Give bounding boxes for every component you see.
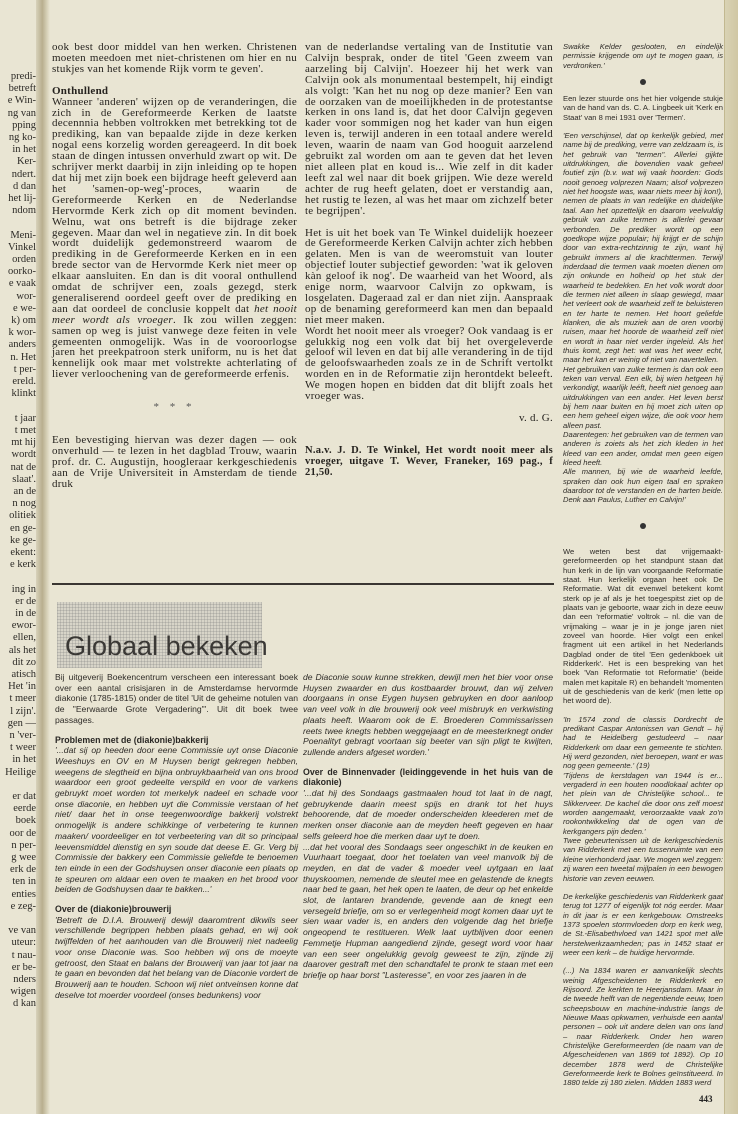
quote-paragraph: (...) Na 1834 waren er aanvankelijk slechts weinig Afgescheidenen te Ridderkerk en Rijsoord. Ze kerkten te Heerjansdam. Maar in de tweede helft van de negentiende eeuw, toen scheepsbouw en machine-industrie langs de Nieuwe Maas opkwamen, verhuisde een aantal personen – ook uit andere delen van ons land – naar Ridderkerk. Onder hen waren Christelijke Gereformeerden (de naam van de Afgescheidenen van 1869 tot 1892). Op 10 december 1878 werd de Christelijke Gereformeerde kerk te Bolnes geïnstitueerd. In 1880 telde zij 180 zielen. Midden 1883 werd — [563, 966, 723, 1088]
subheading: Over de (diakonie)brouwerij — [55, 904, 172, 915]
quote-paragraph: 'In 1574 zond de classis Dordrecht de predikant Caspar Antonissen van Gendt – hij had te Heidelberg gestudeerd – naar Ridderkerk om daar een gemeente te stichten. Hij werd gezonden, niet beroepen, want er was nog geen gemeente.' (19) — [563, 714, 723, 771]
quote-paragraph: Daarentegen: het gebruiken van de termen van anderen is zoiets als het zich kleden in het kleed van een ander, omdat men geen eigen kleed heeft. — [563, 430, 723, 468]
paragraph: Bij uitgeverij Boekencentrum verscheen een interessant boek over een aantal crisisjaren in de Amsterdamse hervormde diakonie (1785-1815) onder de titel 'Uit de geheime notulen van de "Eerwaarde Grote Vergadering"'. Uit dit boek twee passages. — [55, 672, 298, 725]
author-signature: v. d. G. — [519, 412, 553, 424]
book-reference: N.a.v. J. D. Te Winkel, Het wordt nooit meer als vroeger, uitgave T. Wever, Franeker, 169 pag., f 21,50. — [305, 444, 553, 478]
quote-paragraph: 'Betreft de D.I.A. Brouwerij dewijl daaromtrent dikwils seer verschillende begrippen hebben plaats gehad, en wij ook twijffelden of het aanhouden van die Brouwerij niet nadeelig voor onse Diaconie was. Soo hebben wij ons de moeyte getroost, den Staat en balans der Brouwerij van jaar tot jaar na te gaan en bevonden dat het belang van de Diaconie vordert de Brouwerij aan te houden. Schoon wij niet ontveinsen konne dat deselve tot moerder voordeel (onses bedunkens) voor — [55, 914, 298, 1000]
quote-paragraph: Het gebruiken van zulke termen is dan ook een teken van verval. Een elk, bij wien hetgeen hij verkondigt, waarlijk leéft, heeft niet genoeg aan uitdrukkingen van een ander. Het leven berst bij hem naar buiten en hij moet zich uiten op een hem geheel eigen wijze, die ook voor hem alleen past. — [563, 364, 723, 430]
paragraph-text: Wanneer 'anderen' wijzen op de veranderingen, die zich in de Gereformeerde Kerken de laatste decennnia hebben voltrokken met betrekking tot de prediking, kan van bepaalde zijde in deze kerken nogal eens korzelig worden gereageerd. In dit boek staan de dingen intussen onverhuld zwart op wit. De schrijver merkt daarbij in zijn inleiding op te hopen dat hij met zijn boek een bijdrage heeft geleverd aan het 'samen-op-weg'-proces, waarin de Gereformeerde Kerken en de Nederlandse Hervormde Kerk zich op dit moment bevinden. Welnu, wat ons betreft is die bijdrage zeker gegeven. Maar dan wel in negatieve zin. In dit boek wordt duidelijk gedemonstreerd waarom de prediking in de Gereformeerde Kerken en in een brede sector van de Hervormde Kerk niet meer op elkaar aansluiten. En dan is dit vooral onthullend omdat de schrijver een, zoals gezegd, sterk generaliserend oordeel geeft over de prediking en aan dat oordeel de conclusie koppelt dat — [52, 95, 297, 315]
article-column-3 — [563, 42, 723, 1088]
paragraph: Het is uit het boek van Te Winkel duidelijk hoezeer de Gereformeerde Kerken Calvijn achter zich hebben gelaten. Men is van de weeromstuit van louter objectief louter subjectief geworden: 'wat ik geloven kàn geloof ik nog'. De waarheid van het Woord, als enige norm, waarvoor Calvijn zo opkwam, is losgelaten. Dageraad zal er dan niet zijn. Aanspraak op de benaming gereformeerd kan men dan bepaald niet meer maken. — [305, 226, 553, 326]
subheading: Over de Binnenvader (leidinggevende in het huis van de diakonie) — [303, 766, 553, 788]
paragraph: Wordt het nooit meer als vroeger? Ook vandaag is er gelukkig nog een volk dat bij het overgeleverde geloof wil leven en dat bij alle verandering in de tijd de geloofswaarheden zoals ze in de Schrift vertolkt worden en in de Reformatie zijn herontdekt beleeft. We mogen hopen en bidden dat dit blijft zoals het vroeger was. — [305, 324, 553, 403]
page-edge — [724, 0, 738, 1114]
bullet-separator-icon — [640, 523, 646, 529]
quote-paragraph: de Diaconie souw kunne strekken, dewijl men het bier voor onse Huysen zwaarder en dus kostbaarder brouwt, dan wij zelven doorgaans in onse Eygen huysen gebruyken en door aanloop van veel volk in die brouwerij ook veel misbruyk en verkwisting plaats heeft. Waarom ook de E. Broederen Commissarissen reets twee knegts hebben weggejaagt en de meesterknegt onder Poenalityt gebragt voortaan sig beeter van sijn pligt te kwijten, zullende anders afgeset worden.' — [303, 672, 553, 757]
quote-paragraph: De kerkelijke geschiedenis van Ridderkerk gaat terug tot 1277 of eigenlijk tot nóg eerder. Maar in dit jaar is er een kerkgebouw. Omstreeks 1373 spoelen stormvloeden dorp en kerk weg, de St.-Elisabethvloed van 1421 spot met alle herstelwerkzaamheden; pas in 1452 staat er weer een kerk – de huidige hervormde. — [563, 891, 723, 957]
article-column-1 — [52, 42, 297, 490]
section-title-box — [57, 602, 268, 668]
page-fold-shadow — [36, 0, 50, 1114]
section-rule — [52, 583, 554, 585]
paragraph-text: . Ik zou willen zeggen: samen op weg is juist vanwege deze feiten in vele gemeenten onmogelijk. Was in de vooroorlogse jaren het preekpatroon sterk uniform, nu is het dat kennelijk ook maar met volstrekte achterlating of liever verloochening van de gereformeerde erfenis. — [52, 313, 297, 381]
paragraph: ook best door middel van hen werken. Christenen moeten meedoen met niet-christenen om hier en nu stukjes van het komende Rijk vorm te geven'. — [52, 41, 297, 75]
section-divider: * * * — [153, 401, 196, 414]
globaal-column-2 — [303, 672, 553, 981]
quote-paragraph: '...dat hij des Sondaags gastmaalen houd tot laat in de nagt, gebruykende daarin meest spijs en drank tot het huys behoorende, dat de moeder onderscheiden kleederen met de merken onser diaconie aan de meyden heeft gegeven en haar selfs geleerd hoe die merken daar uyt te doen. — [303, 788, 553, 841]
page-number: 443 — [699, 1094, 713, 1104]
paragraph: We weten best dat vrijgemaakt-gereformeerden op het standpunt staan dat hun kerk in de lijn van voorgaande Reformatie staat. Hun kerkelijk orgaan heet ook De Reformatie. Wat dit evenwel betekent komt sterk op je af als je het toegespitst ziet op de plaats van je geboorte, waar zich in deze eeuw dan een 'reformatie' voltrok – nl. die van de vrijmaking – waar je in je jonge jaren niet zoveel van hoorde. Hier volgt een enkel fragment uit een artikel in het Nederlands Dagblad onder de titel 'Een gedenkboek uit Ridderkerk'. Het is een bespreking van het boek 'Van Reformatie tot Reformatie' (beide malen met kapitale R) en behandelt 'momenten uit de geschiedenis van de kerk' (men lette op het woord de). — [563, 546, 723, 706]
paragraph: Swakke Kelder geslooten, en eindelijk permissie krijgende om uyt te mogen gaan, is verdronken.' — [563, 42, 723, 70]
bullet-separator-icon — [640, 79, 646, 85]
paragraph: Een bevestiging hiervan was dezer dagen — ook onverhuld — te lezen in het dagblad Trouw, waarin prof. dr. C. Augustijn, hoogleraar kerkgeschiedenis aan de Vrije Universiteit in Amsterdam de tiende druk — [52, 434, 297, 490]
quote-paragraph: '...dat sij op heeden door eene Commissie uyt onse Diaconie Weeshuys en OV en M Huysen berigt gekregen hebben, weegens de slegtheid en bijna onbruykbaarheid van ons brood waardoor een groot gedeelte verspild en voor de varkens gebruykt moet worden tot merkelyk nadeel en schade voor onse diaconie, en hebben uyt die Commissie verstaan of het niet/ daar het in onse teegenwoordige bakkerij volstrekt onmogelijk is andere schikkinge of verbetering te kunnen maaken/ voordeeliger en tot verbeetering van dit so principaal leevensmiddel dienstig en syn soude dat deese E. Gr. Verg bij Commissie der bakkery een Commissie geliefde te benoemen ten einde in een der Godshuysen onser diaconie een plaats op te speuren om aldaar een oven te maaken en het brood voor beiden de Godshuysen daar te bakken...' — [55, 745, 298, 895]
quote-paragraph: Twee gebeurtenissen uit de kerkgeschiedenis van Ridderkerk met een tussenruimte van een kleine vierhonderd jaar. We mogen wel zeggen: zij waren een tweetal mijlpalen in een bewogen historie van zeven eeuwen. — [563, 836, 723, 883]
quote-paragraph: Alle mannen, bij wie de waarheid leefde, spraken dan ook hun eigen taal en spraken daardoor tot de verstanden en de harten beide. Denk aan Paulus, Luther en Calvijn!' — [563, 467, 723, 505]
globaal-column-1 — [55, 672, 298, 1000]
quote-paragraph: 'Tijdens de kerstdagen van 1944 is er... vergaderd in een houten noodlokaal achter op het plein van de Christelijke school... te Slikkerveer. De kachel die door ons zelf moest worden aangemaakt, veroorzaakte vaak zo'n rookontwikkeling dat de ogen van de kerkgangers pijn deden.' — [563, 770, 723, 836]
quote-paragraph: ...dat het vooral des Sondaags seer ongeschikt in de keuken en Vuurhaart toegaat, door het toelaten van veel manvolk bij de meyden, en dat de vader & moeder veel uytgaan en laat thuyskoomen, nemende de sleutel mee en gelastende de knegts naar bed te gaan, het hek open te laaten, de deur op het enkelde slot, de lantaren brandende, gevende aan de knegt een versegeld briefje, om so er verlegenheid mogt komen daar uyt te sien waar vader is, en anders den volgende dag het briefje ongeopend te restitueren. Welk laat uytblijven door eenen Femmetje Hupman aangediend zijnde, gesegt word voor haar van een seer ongelukkig gevolg geweest te zijn, zijnde zij daarover gestraft met den schandtafel te pronk te staan met een briefje op haar borst "Lasteresse", en voor zes jaaren in de — [303, 841, 553, 980]
section-title: Globaal bekeken — [65, 631, 268, 661]
section-heading: Onthullend — [52, 84, 109, 97]
paragraph — [52, 97, 297, 381]
paragraph: van de nederlandse vertaling van de Institutie van Calvijn besprak, onder de titel 'Geen zweem van aarzeling bij Calvijn'. Hoezeer hij het werk van Calvijn ook als monumentaal bestempelt, hij eindigt als volgt: 'Kan het nu nog op deze manier? Een van de oorzaken van de moeilijkheden in de protestantse kerken in ons land is, dat het door Calvijn gegeven kader voor sommigen nog het kader van hun eigen leven is, terwijl anderen in een totaal andere wereld leven, waarin de naam van God hooguit aarzelend gebruikt zal worden om aan te geven dat het leven niet alleen plat en koud is... Wie zelf in dit kader leeft zal wel naar dit boek grijpen. Wie deze wereld achter de rug heeft gelaten, doet er verstandig aan, het rustig te lezen, al was het maar om zichzelf beter te begrijpen'. — [305, 41, 553, 217]
previous-page-column-fragment: predi- betreft e Win- ng van pping ng ko- in het Ker- ndert. d dan het lij- ndom Meni- Vinkel orden oorko- e vaak wor- e we- k) om k wor- anders n. Het t per- ereld. klinkt t jaar t met mt hij wordt nat de slaat'. an de n nog olitiek en ge- ke ge- ekent: e kerk ing in er de in de ewor- ellen, als het dit zo atisch Het 'in t meer l zijn'. gen — n 'ver- t weer in het Heilige er dat eerde boek oor de n per- g wee erk de ten in enties e zeg- ve van uteur: t nau- er be- nders wigen d kan — [5, 71, 36, 1010]
italic-quote: het nooit meer wordt als vroeger — [52, 302, 297, 326]
subheading: Problemen met de (diakonie)bakkerij — [55, 734, 209, 745]
paragraph: Een lezer stuurde ons het hier volgende stukje van de hand van ds. C. A. Lingbeek uit 'Kerk en Staat' van 8 mei 1931 over 'Termen'. — [563, 94, 723, 122]
quote-paragraph: 'Een verschijnsel, dat op kerkelijk gebied, met name bij de prediking, verre van zeldzaam is, is het gebruik van "termen". Allerlei gijkte uitdrukkingen, die bovendien vaak geheel foutief zijn (b.v. wat wij vaak hoorden: Gods nooit genoeg volprezen Naam; alsof volprezen niet het hoogste was, waar niets meer bij kon!), nemen de plaats in van redelijke en duidelijke taal. Aan het opzettelijk en daarom veelvuldig gebruik van zulke termen is allerlei gevaar verbonden. De prediker wordt op een goedkope wijze populair; hij krijgt er de schijn door van extra-rechtzinnig te zijn, want hij gebruikt immers al die krachttermen. Terwijl inderdaad die termen vaak moeten dienen om zijn onkunde en holheid op het stuk der waarheid te bedekken. En het volk wordt door die termen niet alleen in slaap gewiegd, maar het verleert ook de waarheid zelf te beluisteren en ter harte te nemen. Het hoort geliefde klanken, die als muziek aan de oren voorbij ruisen, maar het hoorde de waarheid zelf niet en wordt in haar niet verder ingeleid. Als het thuis komt, zegt het: wat was het weer echt, maar het kan er weinig of niet van navertellen. — [563, 131, 723, 365]
article-column-2 — [305, 42, 553, 479]
